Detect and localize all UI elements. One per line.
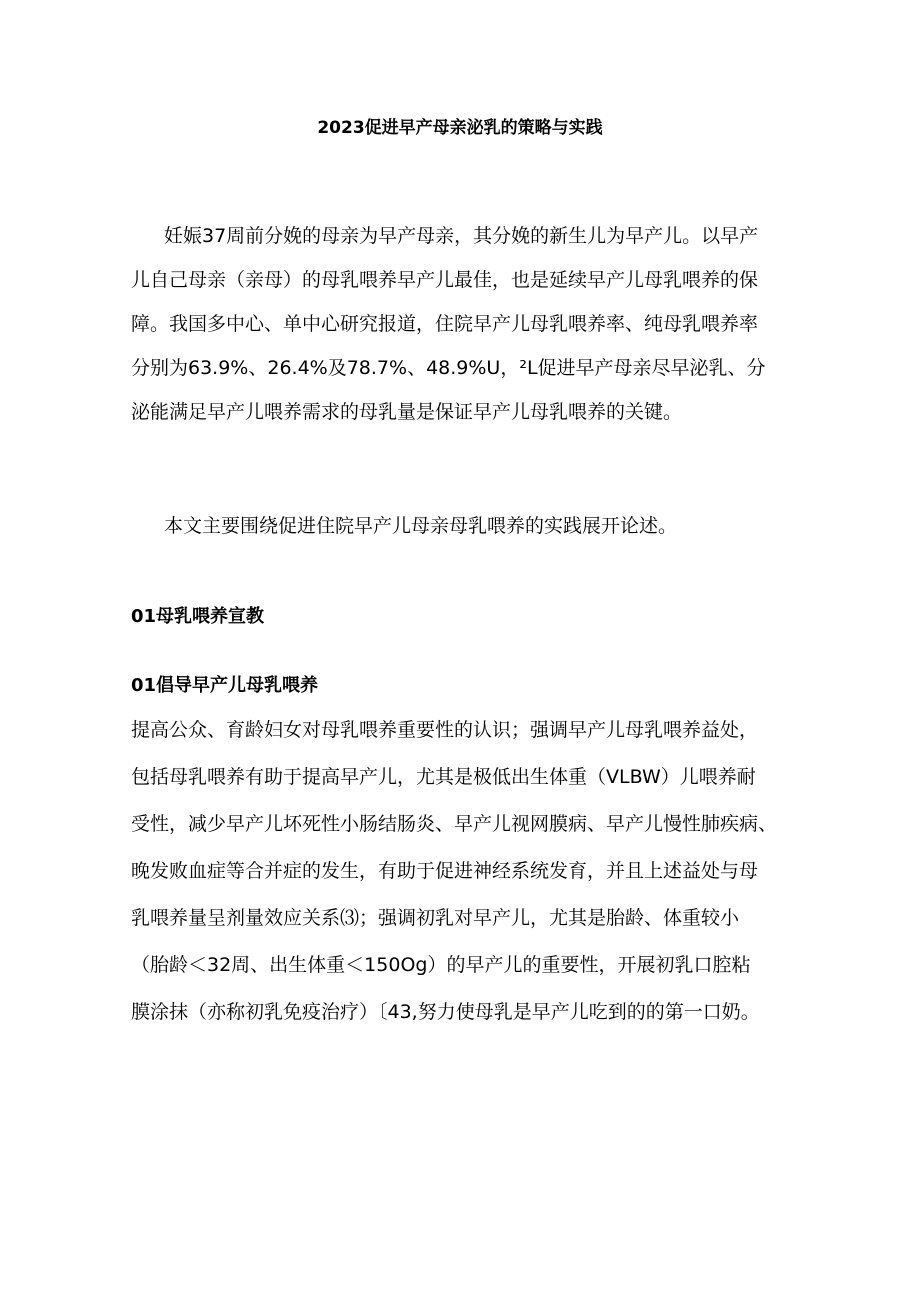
paragraph-line: 障。我国多中心、单中心研究报道，住院早产儿母乳喂养率、纯母乳喂养率	[131, 313, 759, 335]
paragraph-line: （胎龄＜32周、出生体重＜150Og）的早产儿的重要性，开展初乳口腔粘	[131, 954, 751, 976]
section-heading: 01母乳喂养宣教	[131, 606, 265, 627]
paragraph-line: 提高公众、育龄妇女对母乳喂养重要性的认识；强调早产儿母乳喂养益处，	[131, 719, 759, 741]
paragraph-line: 包括母乳喂养有助于提高早产儿，尤其是极低出生体重（VLBW）儿喂养耐	[131, 766, 756, 788]
document-title: 2023促进早产母亲泌乳的策略与实践	[317, 118, 603, 138]
subsection-heading: 01倡导早产儿母乳喂养	[131, 675, 319, 696]
paragraph-line: 受性，减少早产儿坏死性小肠结肠炎、早产儿视网膜病、早产儿慢性肺疾病、	[131, 813, 778, 835]
scope-paragraph: 本文主要围绕促进住院早产儿母亲母乳喂养的实践展开论述。	[164, 515, 678, 537]
paragraph-line: 妊娠37周前分娩的母亲为早产母亲，其分娩的新生儿为早产儿。以早产	[164, 225, 759, 247]
paragraph-line: 乳喂养量呈剂量效应关系⑶；强调初乳对早产儿，尤其是胎龄、体重较小	[131, 907, 740, 929]
paragraph-line: 晚发败血症等合并症的发生，有助于促进神经系统发育，并且上述益处与母	[131, 860, 759, 882]
paragraph-line: 泌能满足早产儿喂养需求的母乳量是保证早产儿母乳喂养的关键。	[131, 401, 683, 423]
paragraph-line: 膜涂抹（亦称初乳免疫治疗）〔43,努力使母乳是早产儿吃到的的第一口奶。	[131, 1001, 760, 1023]
paragraph-line: 分别为63.9%、26.4%及78.7%、48.9%U，²L促进早产母亲尽早泌乳、分	[131, 357, 766, 379]
paragraph-line: 儿自己母亲（亲母）的母乳喂养早产儿最佳，也是延续早产儿母乳喂养的保	[131, 269, 759, 291]
